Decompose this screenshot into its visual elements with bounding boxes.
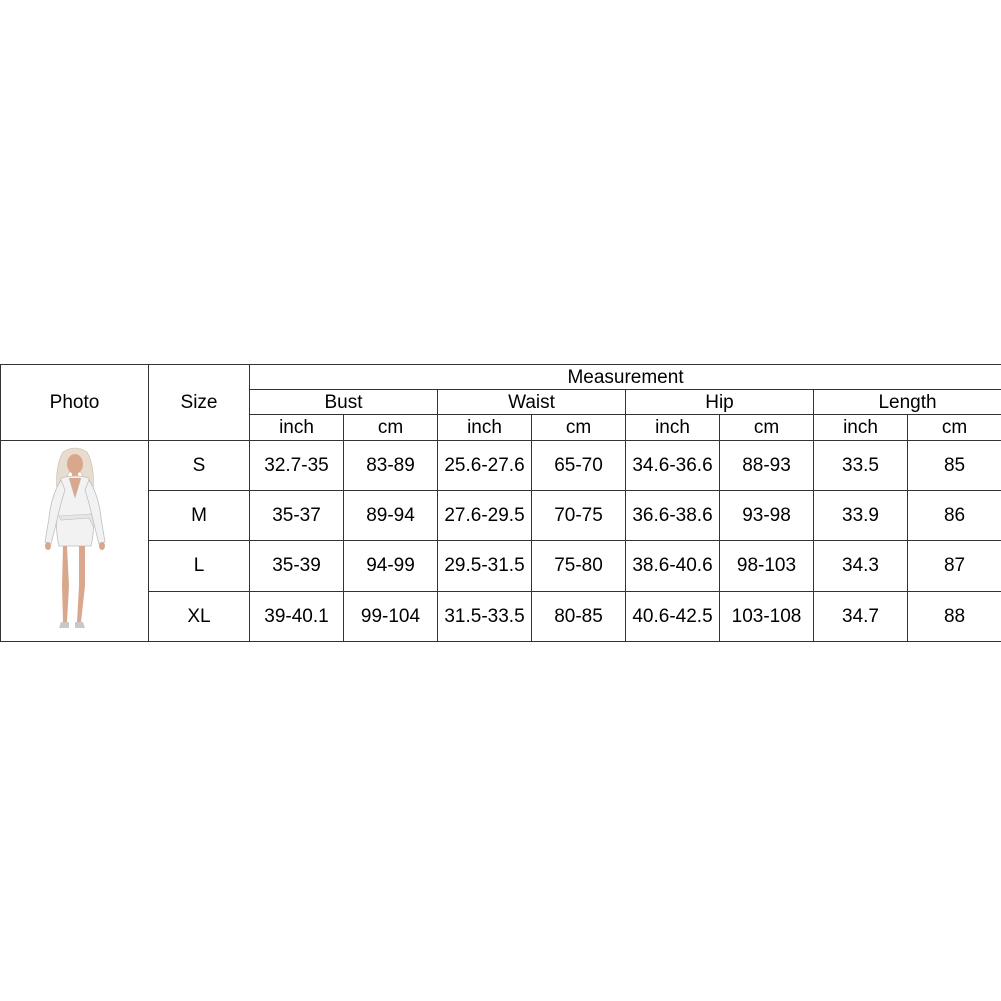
waist-header: Waist — [438, 390, 626, 415]
length-inch-cell: 33.9 — [814, 490, 908, 540]
table-row — [1, 591, 1001, 641]
length-inch-cell: 33.5 — [814, 440, 908, 490]
size-cell: XL — [149, 591, 250, 641]
table-row — [1, 440, 1001, 490]
waist-inch-cell: 25.6-27.6 — [438, 440, 532, 490]
size-header: Size — [149, 365, 250, 441]
unit-header: cm — [720, 415, 814, 440]
bust-cm-cell: 83-89 — [344, 440, 438, 490]
model-photo-image — [35, 446, 115, 636]
photo-header: Photo — [1, 365, 149, 441]
waist-cm-cell: 75-80 — [532, 541, 626, 591]
length-header: Length — [814, 390, 1001, 415]
unit-header: inch — [814, 415, 908, 440]
hip-header: Hip — [626, 390, 814, 415]
hip-inch-cell: 38.6-40.6 — [626, 541, 720, 591]
length-cm-cell: 86 — [908, 490, 1001, 540]
length-cm-cell: 85 — [908, 440, 1001, 490]
waist-inch-cell: 27.6-29.5 — [438, 490, 532, 540]
size-cell: M — [149, 490, 250, 540]
table-row — [1, 490, 1001, 540]
size-chart — [0, 364, 1001, 642]
waist-cm-cell: 65-70 — [532, 440, 626, 490]
model-photo — [1, 440, 149, 641]
unit-header: cm — [532, 415, 626, 440]
unit-header: inch — [438, 415, 532, 440]
unit-header: inch — [626, 415, 720, 440]
waist-inch-cell: 31.5-33.5 — [438, 591, 532, 641]
bust-inch-cell: 35-37 — [250, 490, 344, 540]
waist-cm-cell: 80-85 — [532, 591, 626, 641]
length-cm-cell: 88 — [908, 591, 1001, 641]
bust-cm-cell: 94-99 — [344, 541, 438, 591]
bust-cm-cell: 89-94 — [344, 490, 438, 540]
unit-header: cm — [908, 415, 1001, 440]
measurement-header: Measurement — [250, 365, 1001, 390]
size-table — [0, 364, 1001, 642]
bust-inch-cell: 39-40.1 — [250, 591, 344, 641]
waist-cm-cell: 70-75 — [532, 490, 626, 540]
length-inch-cell: 34.3 — [814, 541, 908, 591]
hip-inch-cell: 36.6-38.6 — [626, 490, 720, 540]
table-row — [1, 541, 1001, 591]
hip-cm-cell: 103-108 — [720, 591, 814, 641]
bust-inch-cell: 35-39 — [250, 541, 344, 591]
length-cm-cell: 87 — [908, 541, 1001, 591]
bust-inch-cell: 32.7-35 — [250, 440, 344, 490]
hip-cm-cell: 88-93 — [720, 440, 814, 490]
unit-header: cm — [344, 415, 438, 440]
unit-header: inch — [250, 415, 344, 440]
hip-inch-cell: 34.6-36.6 — [626, 440, 720, 490]
hip-cm-cell: 93-98 — [720, 490, 814, 540]
bust-cm-cell: 99-104 — [344, 591, 438, 641]
hip-inch-cell: 40.6-42.5 — [626, 591, 720, 641]
bust-header: Bust — [250, 390, 438, 415]
size-cell: S — [149, 440, 250, 490]
length-inch-cell: 34.7 — [814, 591, 908, 641]
size-cell: L — [149, 541, 250, 591]
waist-inch-cell: 29.5-31.5 — [438, 541, 532, 591]
hip-cm-cell: 98-103 — [720, 541, 814, 591]
